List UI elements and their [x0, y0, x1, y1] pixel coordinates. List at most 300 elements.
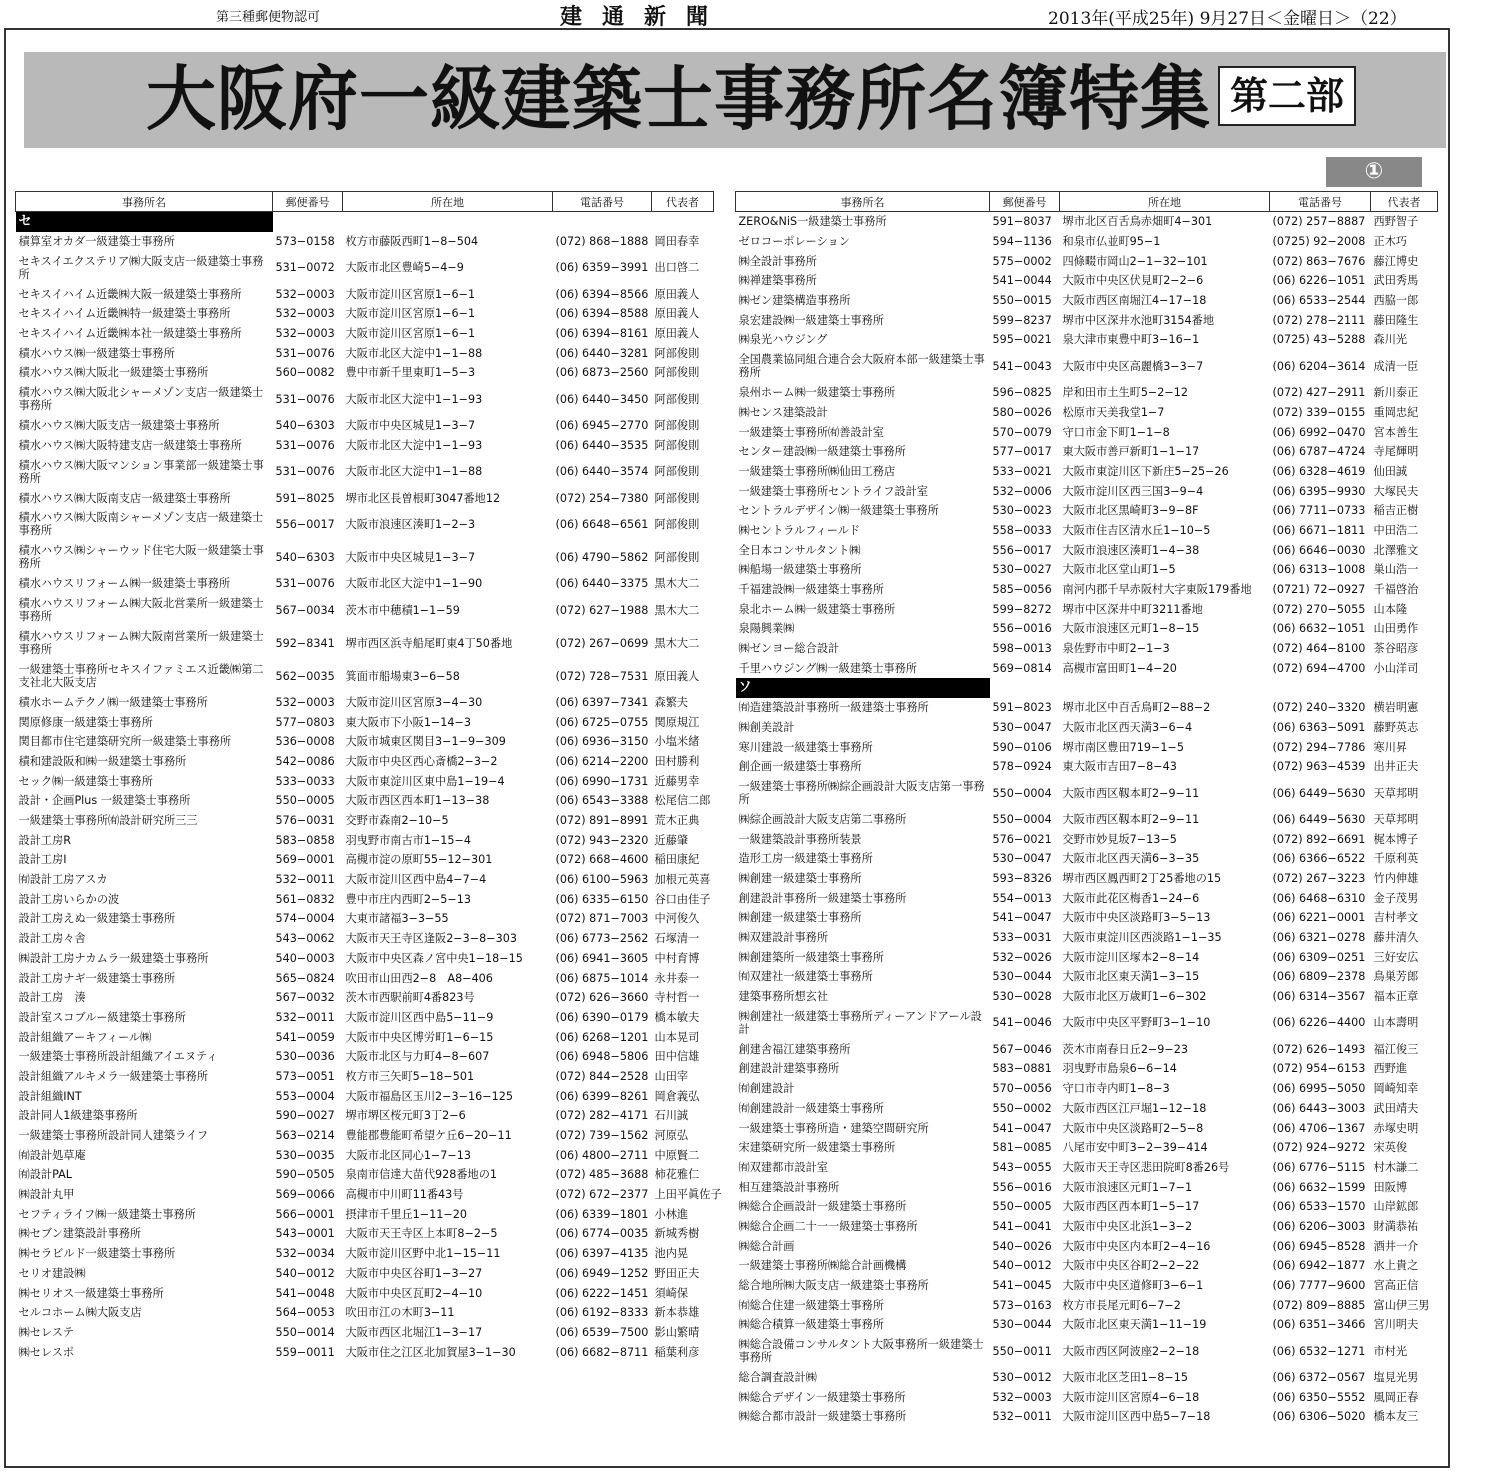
postal-code: 560−0082	[275, 366, 335, 380]
office-name: 積水ハウスリフォーム㈱大阪南営業所一級建築士事務所	[18, 630, 264, 657]
office-name: ㈱創建築所一級建築士事務所	[738, 950, 884, 964]
office-name: ㈱綜企画設計大阪支店第二事務所	[738, 812, 907, 826]
office-name: ㈲創建設計一級建築士事務所	[738, 1101, 884, 1115]
address: 大阪市淀川区宮原1−6−1	[345, 307, 476, 321]
table-row	[16, 791, 714, 811]
postal-code: 530−0028	[992, 990, 1052, 1004]
phone-number: (06) 6773−2562	[555, 932, 649, 946]
phone-number: (072) 267−3223	[1272, 871, 1366, 885]
postal-code: 569−0001	[275, 853, 335, 867]
table-row	[736, 251, 1438, 271]
table-row	[16, 1027, 714, 1047]
address: 大阪市住吉区清水丘1−10−5	[1062, 523, 1211, 537]
office-name: 全国農業協同組合連合会大阪府本部一級建築士事務所	[738, 353, 985, 380]
address: 大阪市北区同心1−7−13	[345, 1148, 472, 1162]
phone-number: (06) 6787−4724	[1272, 445, 1366, 459]
postal-code: 541−0046	[992, 1016, 1052, 1030]
table-row	[736, 442, 1438, 462]
issue-date: 2013年(平成25年) 9月27日＜金曜日＞（22）	[1048, 9, 1407, 29]
phone-number: (06) 6948−5806	[555, 1050, 649, 1064]
address: 大阪市中央区高麗橋3−3−7	[1062, 359, 1204, 373]
postal-code: 570−0079	[992, 425, 1052, 439]
office-name: センター建設㈱一級建築士事務所	[738, 445, 906, 459]
table-row	[736, 501, 1438, 521]
representative: 重岡忠紀	[1373, 405, 1419, 419]
representative: 富山伊三男	[1373, 1298, 1430, 1312]
directory-table-right	[735, 191, 1438, 1427]
address: 大阪市中央区平野町3−1−10	[1062, 1016, 1211, 1030]
address: 堺市南区豊田719−1−5	[1062, 740, 1184, 754]
office-name: 一級建築士事務所造・建築空間研究所	[738, 1121, 929, 1135]
address: 和泉市仏並町95−1	[1062, 235, 1161, 249]
postal-code: 553−0004	[275, 1089, 335, 1103]
section-filler	[1270, 678, 1371, 698]
postal-code: 574−0004	[275, 912, 335, 926]
address: 松原市天美我堂1−7	[1062, 405, 1165, 419]
representative: 阿部俊則	[654, 366, 700, 380]
representative: 森繁夫	[654, 695, 689, 709]
office-name: ㈱総合企画二十一一級建築士事務所	[738, 1219, 918, 1233]
section-header-row	[16, 212, 714, 232]
office-name: 造形工房一級建築士事務所	[738, 852, 873, 866]
table-row	[736, 232, 1438, 252]
address: 堺市中区深井中町3211番地	[1062, 602, 1203, 616]
office-name: 一級建築士事務所㈱仙田工務店	[738, 464, 896, 478]
section-filler	[343, 212, 553, 232]
table-row	[16, 929, 714, 949]
office-name: ㈲造建築設計事務所一級建築士事務所	[738, 701, 929, 715]
phone-number: (06) 6443−3003	[1272, 1101, 1366, 1115]
office-name: ㈱セレスポ	[18, 1345, 75, 1359]
address: 大阪市北区大淀中1−1−93	[345, 392, 483, 406]
phone-number: (06) 6390−0179	[555, 1010, 649, 1024]
office-name: 積水ハウス㈱大阪支店一級建築士事務所	[18, 419, 220, 433]
postal-code: 532−0003	[275, 287, 335, 301]
office-name: 積水ハウスリフォーム㈱大阪北営業所一級建築士事務所	[18, 597, 264, 624]
address: 大阪市西区西本町1−13−38	[345, 794, 490, 808]
phone-number: (06) 6359−3991	[555, 261, 649, 275]
table-row	[16, 488, 714, 508]
phone-number: (072) 294−7786	[1272, 740, 1366, 754]
address: 大阪市浪速区湊町1−2−3	[345, 517, 476, 531]
phone-number: (06) 6321−0278	[1272, 931, 1366, 945]
representative: 池内晃	[654, 1247, 689, 1261]
office-name: 一級建築士事務所㈱綜企画設計大阪支店第一事務所	[738, 780, 985, 807]
office-name: ㈱双建設計事務所	[738, 931, 829, 945]
office-name: ㈱創建社一級建築士事務所ディーアンドアール設計	[738, 1009, 982, 1036]
postal-code: 550−0005	[275, 794, 335, 808]
table-row	[736, 869, 1438, 889]
representative: 西野智子	[1373, 215, 1419, 229]
address: 高槻市淀の原町55−12−301	[345, 853, 493, 867]
postal-code: 570−0056	[992, 1082, 1052, 1096]
table-row	[16, 541, 714, 574]
table-row	[16, 660, 714, 693]
representative: 水上貴之	[1373, 1259, 1419, 1273]
phone-number: (06) 6532−1271	[1272, 1344, 1366, 1358]
representative: 武田秀馬	[1373, 274, 1419, 288]
office-name: 泉北ホーム㈱一級建築士事務所	[738, 602, 896, 616]
phone-number: (06) 6314−3567	[1272, 990, 1366, 1004]
phone-number: (072) 626−3660	[555, 991, 649, 1005]
address: 大阪市中央区伏見町2−2−6	[1062, 274, 1204, 288]
phone-number: (06) 6682−8711	[555, 1345, 649, 1359]
table-row	[736, 599, 1438, 619]
representative: 藤田隆生	[1373, 313, 1419, 327]
postal-code: 563−0214	[275, 1129, 335, 1143]
postal-code: 550−0004	[992, 812, 1052, 826]
table-row	[736, 350, 1438, 383]
table-row	[16, 771, 714, 791]
representative: 石塚清一	[654, 932, 700, 946]
postal-code: 542−0086	[275, 754, 335, 768]
phone-number: (06) 6221−0001	[1272, 911, 1366, 925]
phone-number: (06) 6539−7500	[555, 1325, 649, 1339]
phone-number: (072) 672−2377	[555, 1188, 649, 1202]
postal-code: 577−0803	[275, 715, 335, 729]
postal-code: 590−0106	[992, 740, 1052, 754]
table-row	[16, 1008, 714, 1028]
address: 南河内郡千早赤阪村大字東阪179番地	[1062, 583, 1252, 597]
postal-code: 573−0163	[992, 1298, 1052, 1312]
phone-number: (06) 6363−5091	[1272, 720, 1366, 734]
office-name: セキスイハイム近畿㈱特一級建築士事務所	[18, 307, 231, 321]
address: 大阪市東淀川区下新庄5−25−26	[1062, 464, 1229, 478]
phone-number: (06) 6366−6522	[1272, 852, 1366, 866]
phone-number: (06) 6809−2378	[1272, 970, 1366, 984]
office-name: 宋建築研究所一級建築士事務所	[738, 1141, 896, 1155]
representative: 野田正夫	[654, 1266, 700, 1280]
postal-code: 543−0001	[275, 1227, 335, 1241]
postal-code: 541−0047	[992, 911, 1052, 925]
office-name: ZERO&NiS一級建築士事務所	[738, 215, 887, 229]
office-name: 関原修康一級建築士事務所	[18, 715, 153, 729]
address: 大阪市北区豊崎5−4−9	[345, 261, 464, 275]
postal-code: 566−0001	[275, 1207, 335, 1221]
phone-number: (072) 278−2111	[1272, 313, 1366, 327]
office-name: ㈱禅建築事務所	[738, 274, 817, 288]
phone-number: (06) 6543−3388	[555, 794, 649, 808]
representative: 市村光	[1373, 1344, 1408, 1358]
header-phone: 電話番号	[1270, 192, 1371, 212]
address: 泉南市信達大苗代928番地の1	[345, 1168, 498, 1182]
table-row	[736, 271, 1438, 291]
table-row	[736, 1099, 1438, 1119]
table-row	[16, 383, 714, 416]
representative: 成清一臣	[1373, 359, 1419, 373]
newspaper-name: 建通新聞	[560, 4, 729, 30]
office-name: 一級建築士事務所セキスイファミエス近畿㈱第二支社北大阪支店	[18, 663, 264, 690]
postal-code: 550−0005	[992, 1200, 1052, 1214]
office-name: ㈱セリオス一級建築士事務所	[18, 1286, 164, 1300]
address: 大阪市淀川区西中島5−11−9	[345, 1010, 494, 1024]
address: 堺市西区浜寺船尾町東4丁50番地	[345, 636, 513, 650]
table-row	[16, 732, 714, 752]
address: 四條畷市岡山2−1−32−101	[1062, 254, 1208, 268]
postal-code: 558−0033	[992, 523, 1052, 537]
table-row	[736, 1079, 1438, 1099]
representative: 橋本友三	[1373, 1410, 1419, 1424]
section-letter: ソ	[736, 678, 990, 698]
postal-code: 577−0017	[992, 445, 1052, 459]
table-row	[16, 1303, 714, 1323]
office-name: ㈱総合デザイン一級建築士事務所	[738, 1390, 906, 1404]
office-name: 積水ハウス㈱大阪南シャーメゾン支店一級建築士事務所	[18, 511, 264, 538]
table-row	[16, 1165, 714, 1185]
office-name: セントラルデザイン㈱一級建築士事務所	[738, 504, 939, 518]
representative: 原田義人	[654, 669, 700, 683]
address: 高槻市富田町1−4−20	[1062, 661, 1177, 675]
postal-code: 543−0055	[992, 1160, 1052, 1174]
representative: 須崎保	[654, 1286, 689, 1300]
postal-code: 567−0034	[275, 603, 335, 617]
phone-number: (06) 6350−5552	[1272, 1390, 1366, 1404]
header-zip: 郵便番号	[990, 192, 1060, 212]
address: 枚方市藤阪西町1−8−504	[345, 235, 479, 249]
office-name: ㈲双建都市設計室	[738, 1160, 829, 1174]
representative: 永井泰一	[654, 971, 700, 985]
phone-number: (06) 7777−9600	[1272, 1279, 1366, 1293]
header-name: 事務所名	[16, 192, 273, 212]
address: 大阪市北区芝田1−8−15	[1062, 1371, 1189, 1385]
table-row	[736, 1118, 1438, 1138]
representative: 巣山浩一	[1373, 563, 1419, 577]
address: 大阪市西区西本町1−5−17	[1062, 1200, 1200, 1214]
postal-code: 532−0006	[992, 484, 1052, 498]
phone-number: (072) 668−4600	[555, 853, 649, 867]
postal-code: 573−0158	[275, 235, 335, 249]
representative: 金子茂男	[1373, 891, 1419, 905]
office-name: ㈱ゼン建築構造事務所	[738, 294, 851, 308]
section-letter: セ	[16, 212, 273, 232]
postal-code: 530−0036	[275, 1050, 335, 1064]
representative: 仙田誠	[1373, 464, 1408, 478]
postal-code: 567−0032	[275, 991, 335, 1005]
postal-code: 532−0026	[992, 950, 1052, 964]
office-name: 一級建築士事務所㈲善設計室	[738, 425, 884, 439]
office-name: ㈱創美設計	[738, 720, 795, 734]
postal-code: 556−0017	[275, 517, 335, 531]
office-name: 設計工房いらかの波	[18, 892, 120, 906]
table-row	[16, 949, 714, 969]
phone-number: (06) 6394−8161	[555, 327, 649, 341]
postal-code: 530−0047	[992, 720, 1052, 734]
phone-number: (06) 6945−8528	[1272, 1239, 1366, 1253]
address: 大阪市北区堂山町1−5	[1062, 563, 1176, 577]
table-row	[736, 718, 1438, 738]
address: 大阪市西区北堀江1−3−17	[345, 1325, 483, 1339]
office-name: 寒川建設一級建築士事務所	[738, 740, 873, 754]
phone-number: (06) 6397−4135	[555, 1247, 649, 1261]
address: 堺市北区長曽根町3047番地12	[345, 491, 501, 505]
postal-code: 532−0011	[275, 873, 335, 887]
postal-code: 576−0031	[275, 814, 335, 828]
address: 大阪市北区大淀中1−1−88	[345, 346, 483, 360]
table-row	[16, 284, 714, 304]
representative: 吉村孝文	[1373, 911, 1419, 925]
office-name: ㈱創建一級建築士事務所	[738, 871, 862, 885]
representative: 関原規江	[654, 715, 700, 729]
postal-code: 530−0027	[992, 563, 1052, 577]
office-name: ㈱センス建築設計	[738, 405, 828, 419]
phone-number: (06) 6725−0755	[555, 715, 649, 729]
representative: 天草邦明	[1373, 812, 1419, 826]
phone-number: (06) 6397−7341	[555, 695, 649, 709]
postal-code: 530−0012	[992, 1371, 1052, 1385]
office-name: ㈱総合設備コンサルタント大阪事務所一級建築士事務所	[738, 1338, 984, 1365]
table-row	[736, 987, 1438, 1007]
office-name: ㈱全設計事務所	[738, 254, 817, 268]
address: 岸和田市土生町5−2−12	[1062, 386, 1189, 400]
table-row	[16, 830, 714, 850]
header-address: 所在地	[343, 192, 553, 212]
section-filler	[553, 212, 652, 232]
representative: 黒木大二	[654, 577, 700, 591]
address: 大阪市中央区西心斎橋2−3−2	[345, 754, 498, 768]
table-row	[16, 1264, 714, 1284]
table-row	[16, 988, 714, 1008]
table-row	[736, 1407, 1438, 1427]
phone-number: (06) 6440−3281	[555, 346, 649, 360]
postal-code: 531−0076	[275, 438, 335, 452]
representative: 阿部俊則	[654, 465, 700, 479]
office-name: 全日本コンサルタント㈱	[738, 543, 861, 557]
office-name: 設計工房I	[18, 853, 67, 867]
table-row	[736, 1006, 1438, 1039]
table-row	[16, 1086, 714, 1106]
phone-number: (06) 6226−4400	[1272, 1016, 1366, 1030]
address: 茨木市西駅前町4番823号	[345, 991, 475, 1005]
address: 羽曳野市島泉6−6−14	[1062, 1062, 1177, 1076]
postal-code: 561−0832	[275, 892, 335, 906]
table-row	[16, 1323, 714, 1343]
postal-code: 530−0047	[992, 852, 1052, 866]
representative: 赤塚史明	[1373, 1121, 1419, 1135]
table-row	[736, 1039, 1438, 1059]
office-name: 一級建築設計事務所装景	[738, 832, 862, 846]
representative: 阿部俊則	[654, 491, 700, 505]
section-filler	[1371, 678, 1438, 698]
representative: 橋本敏夫	[654, 1010, 700, 1024]
phone-number: (06) 6206−3003	[1272, 1219, 1366, 1233]
table-row	[16, 1342, 714, 1362]
table-row	[736, 639, 1438, 659]
representative: 武田靖夫	[1373, 1101, 1419, 1115]
address: 大阪市北区大淀中1−1−88	[345, 465, 483, 479]
phone-number: (072) 892−6691	[1272, 832, 1366, 846]
postal-code: 578−0924	[992, 760, 1052, 774]
office-name: 積水ホームテクノ㈱一級建築士事務所	[18, 695, 208, 709]
address: 大阪市淀川区宮原1−6−1	[345, 287, 476, 301]
representative: 千原利英	[1373, 852, 1419, 866]
representative: 竹内伸雄	[1373, 871, 1419, 885]
table-row	[736, 462, 1438, 482]
address: 大阪市浪速区元町1−8−15	[1062, 622, 1200, 636]
postal-code: 540−0003	[275, 951, 335, 965]
address: 大阪市淀川区西中島4−7−4	[345, 873, 487, 887]
address: 堺市中区深井水池町3154番地	[1062, 313, 1215, 327]
office-name: 創建設計事務所一級建築士事務所	[738, 891, 907, 905]
address: 大阪市淀川区西中島5−7−18	[1062, 1410, 1211, 1424]
postal-code: 554−0013	[992, 891, 1052, 905]
address: 大阪市淀川区西三国3−9−4	[1062, 484, 1204, 498]
representative: 宮川明夫	[1373, 1318, 1419, 1332]
header-representative: 代表者	[652, 192, 714, 212]
representative: 正木巧	[1373, 235, 1408, 249]
postal-code: 569−0814	[992, 661, 1052, 675]
postal-code: 591−8037	[992, 215, 1052, 229]
office-name: 創企画一級建築士事務所	[738, 760, 862, 774]
representative: 中河俊久	[654, 912, 700, 926]
postal-code: 594−1136	[992, 235, 1052, 249]
postal-code: 530−0035	[275, 1148, 335, 1162]
representative: 三好安広	[1373, 950, 1419, 964]
table-row	[736, 737, 1438, 757]
office-name: 設計工房 湊	[18, 991, 86, 1005]
office-name: ㈲双建社一級建築士事務所	[738, 970, 873, 984]
table-row	[736, 403, 1438, 423]
table-row	[736, 967, 1438, 987]
address: 豊中市庄内西町2−5−13	[345, 892, 472, 906]
office-name: セキスイハイム近畿㈱本社一級建築士事務所	[18, 327, 242, 341]
postal-code: 532−0003	[275, 695, 335, 709]
phone-number: (06) 4790−5862	[555, 550, 649, 564]
representative: 茶谷昭彦	[1373, 642, 1419, 656]
phone-number: (072) 254−7380	[555, 491, 649, 505]
postal-code: 556−0016	[992, 622, 1052, 636]
representative: 宮高正信	[1373, 1279, 1419, 1293]
postal-code: 533−0021	[992, 464, 1052, 478]
phone-number: (06) 6873−2560	[555, 366, 649, 380]
phone-number: (06) 6394−8588	[555, 307, 649, 321]
phone-number: (06) 6351−3466	[1272, 1318, 1366, 1332]
table-row	[16, 416, 714, 436]
table-row	[736, 310, 1438, 330]
section-filler	[652, 212, 714, 232]
representative: 宮本善生	[1373, 425, 1419, 439]
phone-number: (06) 6222−1451	[555, 1286, 649, 1300]
table-row	[736, 291, 1438, 311]
table-row	[736, 1138, 1438, 1158]
address: 大阪市浪速区元町1−7−1	[1062, 1180, 1193, 1194]
office-name: ㈲総合住建一級建築士事務所	[738, 1298, 884, 1312]
table-row	[16, 455, 714, 488]
address: 大阪市中央区森ノ宮中央1−18−15	[345, 951, 523, 965]
table-row	[736, 908, 1438, 928]
table-row	[736, 849, 1438, 869]
postal-code: 564−0053	[275, 1306, 335, 1320]
section-filler	[273, 212, 343, 232]
office-name: 設計室スコブルー級建築士事務所	[18, 1010, 186, 1024]
title-banner	[24, 52, 1446, 148]
address: 大阪市東淀川区東中島1−19−4	[345, 774, 505, 788]
office-name: ㈱総合計画	[738, 1239, 795, 1253]
address: 交野市森南2−10−5	[345, 814, 449, 828]
representative: 田阪博	[1373, 1180, 1408, 1194]
phone-number: (06) 6449−5630	[1272, 786, 1366, 800]
representative: 梶本博子	[1373, 832, 1419, 846]
representative: 寺村哲一	[654, 991, 700, 1005]
address: 大阪市中央区博労町1−6−15	[345, 1030, 494, 1044]
postal-code: 581−0085	[992, 1141, 1052, 1155]
office-name: 積水ハウス㈱大阪北シャーメゾン支店一級建築士事務所	[18, 386, 264, 413]
representative: 田村勝利	[654, 754, 700, 768]
representative: 天草邦明	[1373, 786, 1419, 800]
address: 東大阪市下小阪1−14−3	[345, 715, 472, 729]
address: 大阪市淀川区宮原4−6−18	[1062, 1390, 1200, 1404]
phone-number: (072) 739−1562	[555, 1129, 649, 1143]
address: 交野市妙見坂7−13−5	[1062, 832, 1177, 846]
